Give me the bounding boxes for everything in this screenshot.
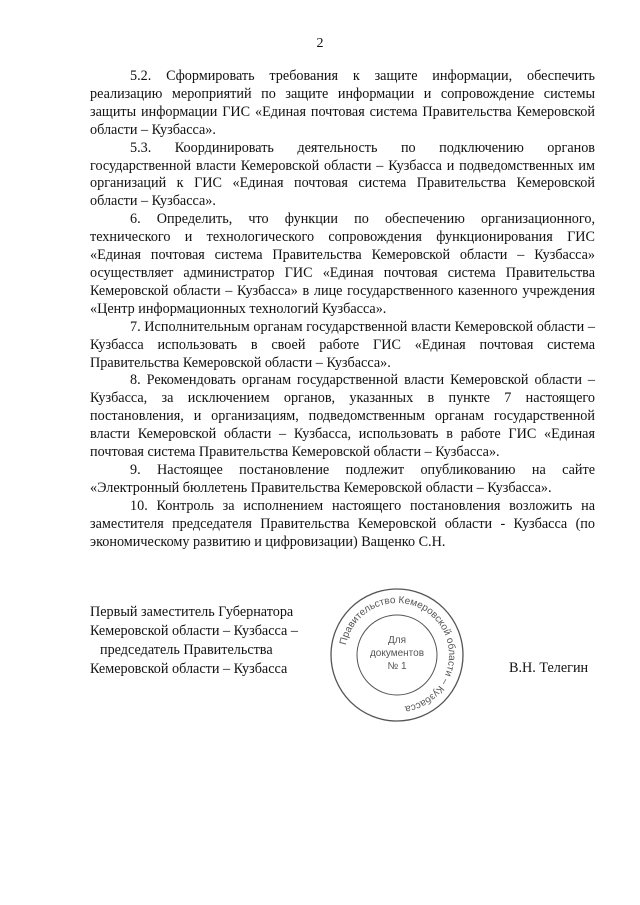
- paragraph-5-2: 5.2. Сформировать требования к защите информации, обеспечить реализацию мероприятий по защите информации и сопровождение системы защиты информации ГИС «Единая почтовая система Правительства Кемеровской области – Кузбасса».: [90, 68, 595, 138]
- document-body: [90, 68, 595, 551]
- signer-name: В.Н. Телегин: [509, 660, 589, 676]
- signature-block: [90, 603, 298, 679]
- paragraph-6: 6. Определить, что функции по обеспечению организационного, технического и технологического сопровождения функционирования ГИС «Единая почтовая система Правительства Кемеровской области – Кузбасса» осуществляет администратор ГИС «Единая почтовая система Правительства Кемеровской области – Кузбасса» в лице государственного казенного учреждения «Центр информационных технологий Кузбасса».: [90, 211, 595, 317]
- stamp-ring-text: Правительство Кемеровской области – Кузбасса: [338, 594, 458, 715]
- signer-title-line-4: Кемеровской области – Кузбасса: [90, 661, 288, 677]
- signer-title-line-2: Кемеровской области – Кузбасса –: [90, 623, 298, 639]
- signer-title-line-3: председатель Правительства: [100, 642, 273, 658]
- stamp-center-line-1: Для: [387, 635, 407, 646]
- official-stamp: [327, 585, 467, 725]
- paragraph-7: 7. Исполнительным органам государственной власти Кемеровской области – Кузбасса использовать в своей работе ГИС «Единая почтовая система Правительства Кемеровской области – Кузбасса».: [90, 318, 595, 371]
- paragraph-8: 8. Рекомендовать органам государственной власти Кемеровской области – Кузбасса, за исключением органов, указанных в пункте 7 настоящего постановления, и организациям, подведомственным органам государственной власти Кемеровской области – Кузбасса, использовать в работе ГИС «Единая почтовая система Правительства Кемеровской области – Кузбасса».: [90, 372, 595, 461]
- paragraph-9: 9. Настоящее постановление подлежит опубликованию на сайте «Электронный бюллетень Правительства Кемеровской области – Кузбасса».: [90, 461, 595, 496]
- stamp-center-line-3: № 1: [387, 661, 407, 672]
- signer-title-line-1: Первый заместитель Губернатора: [90, 604, 294, 620]
- paragraph-5-3: 5.3. Координировать деятельность по подключению органов государственной власти Кемеровской области – Кузбасса и подведомственных им организаций к ГИС «Единая почтовая система Правительства Кемеровской области – Кузбасса».: [90, 139, 595, 210]
- stamp-center-line-2: документов: [369, 648, 425, 659]
- page-number: 2: [316, 36, 324, 51]
- paragraph-10: 10. Контроль за исполнением настоящего постановления возложить на заместителя председателя Правительства Кемеровской области - Кузбасса (по экономическому развитию и цифровизации) Ващенко С.Н.: [90, 497, 595, 550]
